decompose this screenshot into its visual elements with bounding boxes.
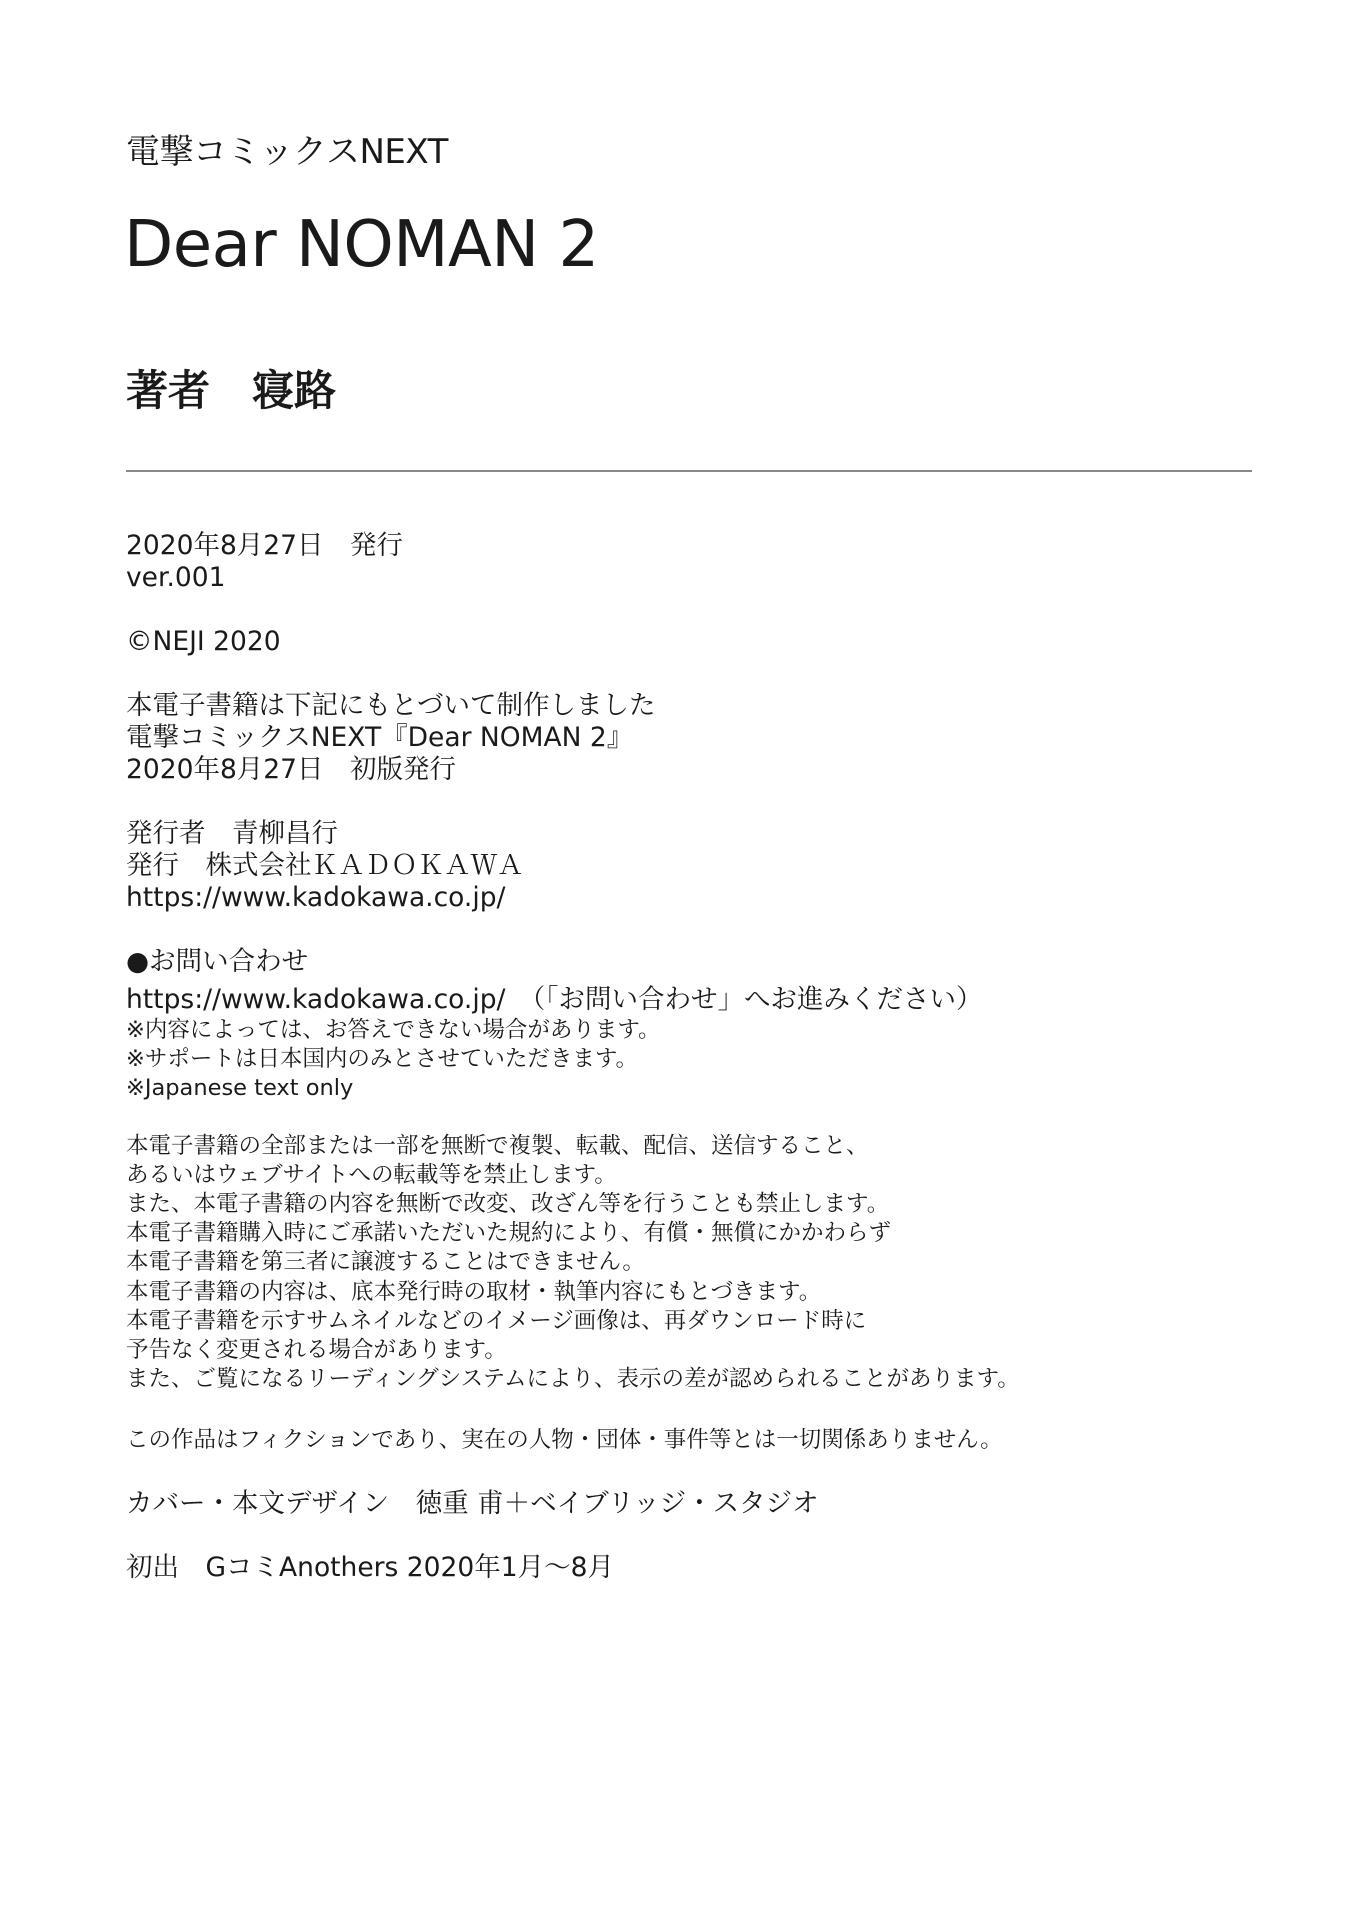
version: ver.001 (126, 562, 226, 593)
contact-note: ※内容によっては、お答えできない場合があります。 (126, 1017, 661, 1043)
source-line: 電撃コミックスNEXT『Dear NOMAN 2』 (126, 722, 634, 753)
publication-block (126, 530, 1266, 594)
imprint-label: 電撃コミックスNEXT (126, 132, 448, 172)
notice-line: 本電子書籍の内容は、底本発行時の取材・執筆内容にもとづきます。 (126, 1278, 822, 1305)
notices-block (126, 1132, 1266, 1395)
issuer: 発行者 青柳昌行 (126, 818, 338, 849)
first-appearance-block (126, 1552, 1266, 1584)
contact-url: https://www.kadokawa.co.jp/ （「お問い合わせ」へお進みください） (126, 984, 983, 1015)
publisher-url: https://www.kadokawa.co.jp/ (126, 882, 506, 913)
author-line: 著者 寝路 (126, 366, 337, 415)
notice-line: 本電子書籍を示すサムネイルなどのイメージ画像は、再ダウンロード時に (126, 1307, 867, 1334)
colophon-body (126, 530, 1266, 1616)
contact-heading: ●お問い合わせ (126, 946, 309, 977)
notice-line: 本電子書籍を第三者に譲渡することはできません。 (126, 1249, 645, 1276)
notice-line: 予告なく変更される場合があります。 (126, 1337, 507, 1364)
book-title: Dear NOMAN 2 (124, 208, 599, 282)
notice-line: 本電子書籍の全部または一部を無断で複製、転載、配信、送信すること、 (126, 1132, 869, 1159)
source-line: 2020年8月27日 初版発行 (126, 754, 457, 785)
contact-block (126, 946, 1266, 1104)
notice-line: 本電子書籍購入時にご承諾いただいた規約により、有償・無償にかかわらず (126, 1220, 892, 1247)
source-line: 本電子書籍は下記にもとづいて制作しました (126, 690, 656, 721)
notice-line: また、本電子書籍の内容を無断で改変、改ざん等を行うことも禁止します。 (126, 1191, 890, 1218)
design-block (126, 1488, 1266, 1520)
notice-line: あるいはウェブサイトへの転載等を禁止します。 (126, 1161, 617, 1188)
first-appearance: 初出 GコミAnothers 2020年1月～8月 (126, 1551, 614, 1583)
contact-note: ※サポートは日本国内のみとさせていただきます。 (126, 1046, 639, 1073)
copyright-block (126, 626, 1266, 658)
copyright: ©NEJI 2020 (126, 626, 281, 657)
divider (126, 470, 1252, 472)
publisher-block (126, 818, 1266, 914)
publisher-company: 発行 株式会社ＫＡＤＯＫＡＷＡ (126, 850, 524, 881)
fiction-block (126, 1426, 1266, 1455)
design-credit: カバー・本文デザイン 徳重 甫＋ベイブリッジ・スタジオ (126, 1487, 819, 1519)
fiction-notice: この作品はフィクションであり、実在の人物・団体・事件等とは一切関係ありません。 (126, 1427, 1003, 1454)
notice-line: また、ご覧になるリーディングシステムにより、表示の差が認められることがあります。 (126, 1366, 1020, 1393)
contact-note: ※Japanese text only (126, 1075, 354, 1102)
publication-date: 2020年8月27日 発行 (126, 530, 404, 561)
source-block (126, 690, 1266, 786)
